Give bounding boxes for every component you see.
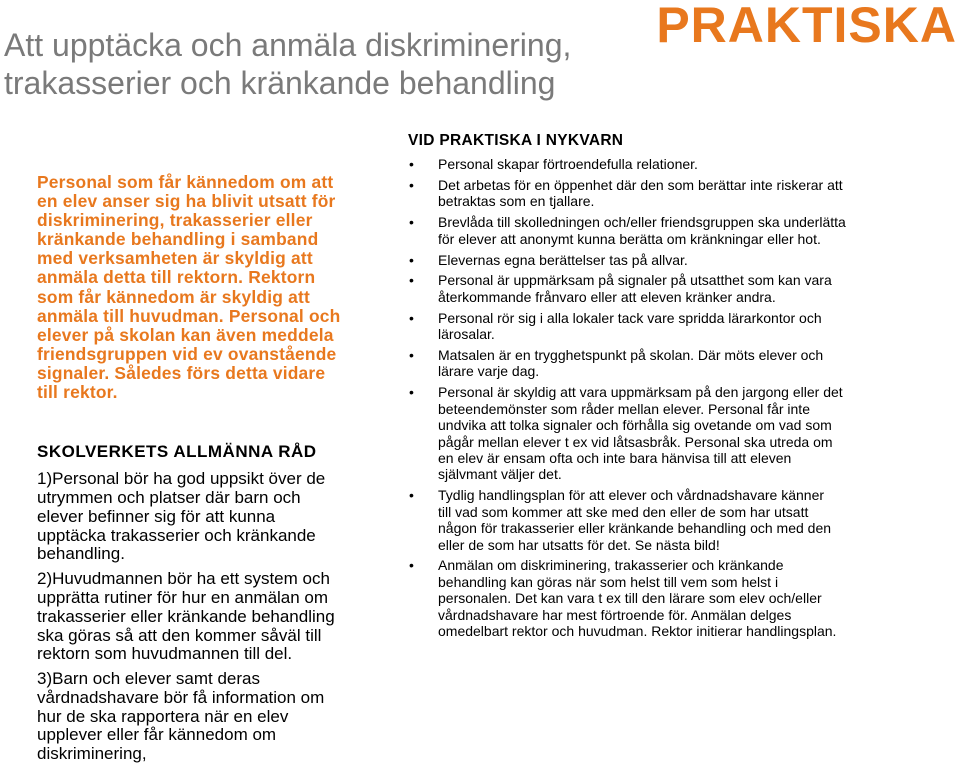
bullet-line: Tydlig handlingsplan för att elever och vårdnadshavare känner	[438, 487, 825, 504]
bullet-icon: •	[409, 156, 414, 172]
advice-list	[37, 470, 377, 764]
bullet-item	[408, 177, 953, 210]
bullet-line: återkommande frånvaro eller att eleven kränker andra.	[438, 288, 776, 305]
bullet-line: en elev är ensam ofta och inte bara hänvisa till att eleven	[438, 450, 792, 466]
bullet-text	[438, 252, 953, 268]
bullet-line: självmant väljer det.	[438, 466, 562, 483]
bullet-line: till vad som kommer att ske med den eller de som har utsatt	[438, 503, 809, 520]
intro-line: elever på skolan kan även meddela	[37, 324, 334, 345]
intro-paragraph	[37, 173, 377, 402]
advice-item	[37, 470, 377, 564]
bullet-line: undvika att tolka signaler och förhålla sig ovetande om vad som	[438, 417, 832, 434]
bullet-item	[408, 310, 953, 343]
bullet-text	[438, 384, 953, 482]
bullet-icon: •	[409, 272, 414, 289]
title-line: Att upptäcka och anmäla diskriminering,	[4, 27, 572, 63]
advice-line: upplever eller får kännedom om	[37, 725, 277, 745]
bullet-line: Personal rör sig i alla lokaler tack vare spridda lärarkontor och	[438, 309, 822, 326]
advice-line: hur de ska rapportera när en elev	[37, 706, 289, 726]
bullet-item	[408, 214, 953, 247]
bullet-icon: •	[409, 214, 414, 231]
advice-line: utrymmen och platser där barn och	[37, 487, 301, 507]
bullet-icon: •	[409, 251, 414, 268]
advice-line: elever befinner sig för att kunna	[37, 506, 276, 526]
bullet-line: Personal är uppmärksam på signaler på utsatthet som kan vara	[438, 272, 832, 289]
bullet-line: vårdnadshavare har mest förtroende för. Anmälan delges	[438, 606, 792, 623]
bullet-text	[438, 487, 953, 553]
bullet-item	[408, 557, 953, 639]
bullet-item	[408, 347, 953, 380]
advice-line: 2)Huvudmannen bör ha ett system och	[37, 569, 330, 589]
intro-line: diskriminering, trakasserier eller	[37, 210, 313, 231]
bullet-icon: •	[409, 309, 414, 326]
bullet-line: personalen. Det kan vara t ex till den lärare som elev och/eller	[438, 590, 822, 607]
bullet-icon: •	[409, 557, 414, 574]
bullet-line: Det arbetas för en öppenhet där den som berättar inte riskerar att	[438, 176, 843, 193]
bullet-item	[408, 252, 953, 268]
bullet-item	[408, 156, 953, 172]
bullet-line: eller de som har utsatts för det. Se nästa bild!	[438, 536, 720, 553]
bullet-text	[438, 310, 953, 343]
advice-item	[37, 570, 377, 664]
advice-item	[37, 670, 377, 764]
advice-line: rektorn som huvudmannen till del.	[37, 644, 293, 664]
advice-line: vårdnadshavare bör få information om	[37, 687, 325, 707]
bullet-icon: •	[409, 487, 414, 504]
intro-line: till rektor.	[37, 382, 118, 403]
bullet-line: beteendemönster som råder mellan elever. Personal får inte	[438, 400, 810, 417]
intro-line: som får kännedom är skyldig att	[37, 286, 310, 307]
intro-line: signaler. Således förs detta vidare	[37, 362, 326, 383]
bullet-icon: •	[409, 347, 414, 364]
bullet-item	[408, 487, 953, 553]
intro-line: Personal som får kännedom om att	[37, 172, 334, 192]
advice-line: 1)Personal bör ha god uppsikt över de	[37, 469, 326, 489]
bullet-line: betraktas som en tjallare.	[438, 193, 595, 210]
bullet-text	[438, 347, 953, 380]
bullet-text	[438, 156, 953, 172]
bullet-line: för elever att anonymt kunna berätta om kränkningar eller hot.	[438, 230, 821, 247]
advice-line: trakasserier eller kränkande behandling	[37, 606, 335, 626]
bullet-line: omedelbart rektor och huvudman. Rektor initierar handlingsplan.	[438, 623, 837, 640]
right-column	[408, 132, 953, 644]
advice-line: diskriminering,	[37, 744, 147, 764]
bullet-icon: •	[409, 384, 414, 401]
bullet-list	[408, 156, 953, 639]
intro-line: med verksamheten är skyldig att	[37, 248, 313, 269]
bullet-line: pågår mellan elever t ex vid låtsasbråk. Personal ska utreda om	[438, 433, 833, 450]
bullet-line: Personal skapar förtroendefulla relationer.	[438, 156, 698, 172]
advice-line: behandling.	[37, 544, 125, 564]
right-heading: VID PRAKTISKA I NYKVARN	[408, 132, 624, 149]
bullet-line: behandling kan göras när som helst till vem som helst i	[438, 573, 779, 590]
bullet-icon: •	[409, 176, 414, 193]
bullet-line: lärosalar.	[438, 326, 495, 343]
advice-line: 3)Barn och elever samt deras	[37, 669, 260, 689]
intro-line: anmäla till huvudman. Personal och	[37, 305, 341, 326]
advice-line: upptäcka trakasserier och kränkande	[37, 525, 316, 545]
title-line: trakasserier och kränkande behandling	[4, 65, 556, 101]
bullet-text	[438, 557, 953, 639]
intro-line: kränkande behandling i samband	[37, 229, 319, 250]
bullet-item	[408, 272, 953, 305]
bullet-line: Brevlåda till skolledningen och/eller friendsgruppen ska underlätta	[438, 214, 846, 231]
bullet-line: Anmälan om diskriminering, trakasserier och kränkande	[438, 557, 784, 574]
bullet-line: Personal är skyldig att vara uppmärksam på den jargong eller det	[438, 384, 843, 401]
left-column	[37, 173, 377, 764]
bullet-line: Matsalen är en trygghetspunkt på skolan. Där möts elever och	[438, 347, 824, 364]
intro-line: friendsgruppen vid ev ovanstående	[37, 343, 337, 364]
advice-line: upprätta rutiner för hur en anmälan om	[37, 587, 329, 607]
bullet-text	[438, 214, 953, 247]
praktiska-logo: PRAKTISKA	[656, 0, 957, 53]
intro-line: anmäla detta till rektorn. Rektorn	[37, 267, 316, 288]
advice-line: ska göras så att den kommer såväl till	[37, 625, 322, 645]
intro-line: en elev anser sig ha blivit utsatt för	[37, 191, 336, 212]
bullet-text	[438, 272, 953, 305]
bullet-item	[408, 384, 953, 482]
advice-heading: SKOLVERKETS ALLMÄNNA RÅD	[37, 442, 317, 462]
bullet-text	[438, 177, 953, 210]
bullet-line: Elevernas egna berättelser tas på allvar.	[438, 251, 688, 268]
bullet-line: lärare varje dag.	[438, 363, 540, 380]
page-title	[4, 26, 724, 102]
bullet-line: någon för trakasserier eller kränkande behandling och med den	[438, 520, 832, 537]
